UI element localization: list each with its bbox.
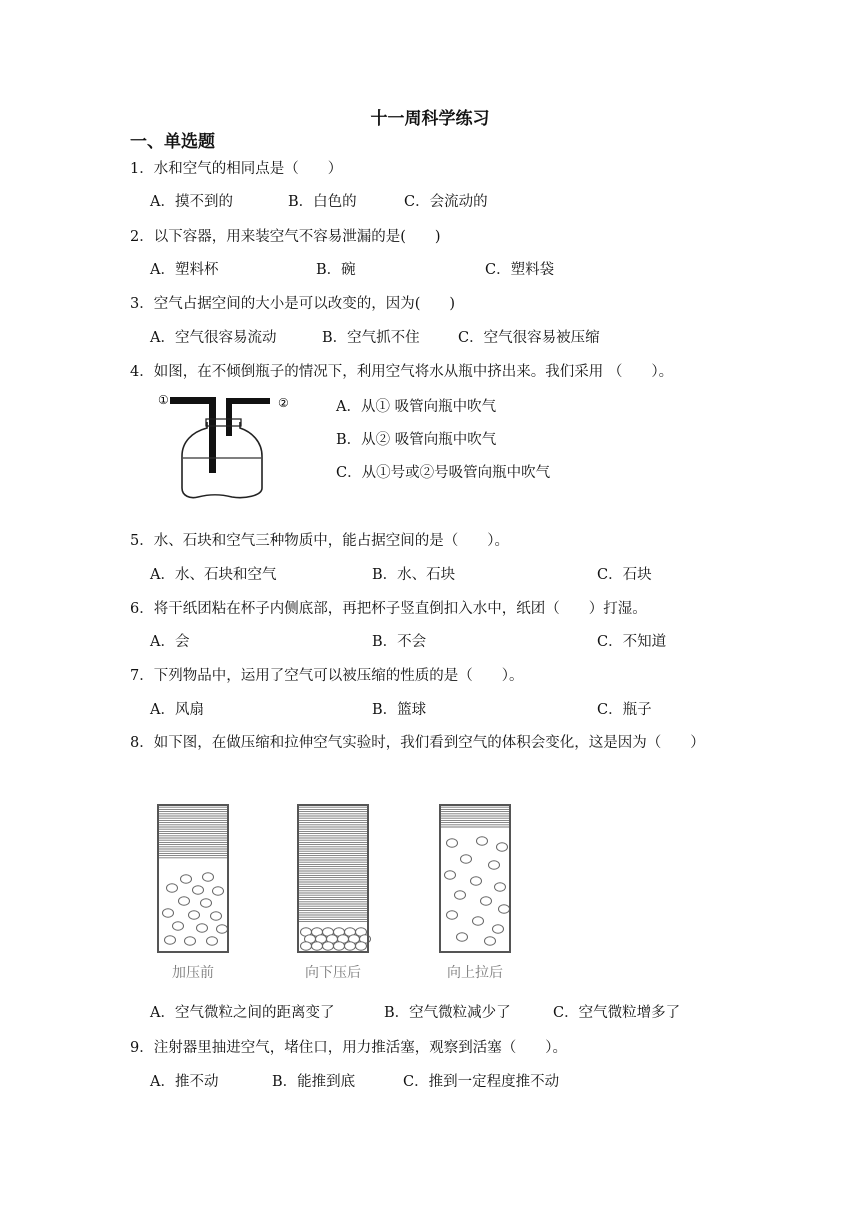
- q5-option-c: C．石块: [597, 567, 652, 583]
- question-6: 6．将干纸团粘在杯子内侧底部，再把杯子竖直倒扣入水中，纸团（ ）打湿。: [130, 601, 647, 617]
- label-before-pressure: 加压前: [172, 965, 214, 981]
- label-pulled-up: 向上拉后: [447, 965, 503, 981]
- label-pressed-down: 向下压后: [305, 965, 361, 981]
- cylinder-pressed: [298, 805, 371, 952]
- q5-option-a: A．水、石块和空气: [150, 567, 277, 583]
- cylinder-before: [158, 805, 228, 952]
- question-8: 8．如下图，在做压缩和拉伸空气实验时，我们看到空气的体积会变化，这是因为（ ）: [130, 735, 705, 751]
- cylinder-pulled: [440, 805, 510, 952]
- page-title: 十一周科学练习: [370, 109, 490, 129]
- q5-option-b: B．水、石块: [372, 567, 456, 583]
- question-3: 3．空气占据空间的大小是可以改变的，因为( ): [130, 296, 456, 312]
- q4-option-a: A．从① 吸管向瓶中吹气: [336, 399, 497, 415]
- q1-option-a: A．摸不到的: [150, 194, 233, 210]
- q2-option-a: A．塑料杯: [150, 262, 219, 278]
- section-heading: 一、单选题: [130, 132, 215, 152]
- q1-option-b: B．白色的: [288, 194, 357, 210]
- q2-option-c: C．塑料袋: [485, 262, 555, 278]
- straw-1-label: ①: [158, 393, 169, 407]
- q6-option-c: C．不知道: [597, 634, 667, 650]
- q8-option-b: B．空气微粒减少了: [384, 1005, 511, 1021]
- question-1: 1．水和空气的相同点是（ ）: [130, 161, 343, 177]
- q3-option-c: C．空气很容易被压缩: [458, 330, 600, 346]
- question-9: 9．注射器里抽进空气，堵住口，用力推活塞，观察到活塞（ ）。: [130, 1040, 567, 1056]
- q4-option-b: B．从② 吸管向瓶中吹气: [336, 432, 497, 448]
- q7-option-b: B．篮球: [372, 702, 427, 718]
- air-compression-figure: [140, 795, 540, 987]
- q8-option-a: A．空气微粒之间的距离变了: [150, 1005, 335, 1021]
- question-7: 7．下列物品中，运用了空气可以被压缩的性质的是（ ）。: [130, 668, 524, 684]
- q8-option-c: C．空气微粒增多了: [553, 1005, 681, 1021]
- q3-option-b: B．空气抓不住: [322, 330, 420, 346]
- q7-option-c: C．瓶子: [597, 702, 652, 718]
- question-4: 4．如图，在不倾倒瓶子的情况下，利用空气将水从瓶中挤出来。我们采用 （ ）。: [130, 364, 674, 380]
- question-2: 2．以下容器，用来装空气不容易泄漏的是( ): [130, 229, 441, 245]
- bottle-straw-figure: [152, 388, 302, 502]
- question-5: 5．水、石块和空气三种物质中，能占据空间的是（ ）。: [130, 533, 509, 549]
- q2-option-b: B．碗: [316, 262, 356, 278]
- q3-option-a: A．空气很容易流动: [150, 330, 277, 346]
- q6-option-b: B．不会: [372, 634, 427, 650]
- q7-option-a: A．风扇: [150, 702, 204, 718]
- straw-2-label: ②: [278, 396, 289, 410]
- q9-option-c: C．推到一定程度推不动: [403, 1074, 560, 1090]
- q4-option-c: C．从①号或②号吸管向瓶中吹气: [336, 465, 551, 481]
- q6-option-a: A．会: [150, 634, 190, 650]
- q1-option-c: C．会流动的: [404, 194, 488, 210]
- q9-option-b: B．能推到底: [272, 1074, 356, 1090]
- q9-option-a: A．推不动: [150, 1074, 219, 1090]
